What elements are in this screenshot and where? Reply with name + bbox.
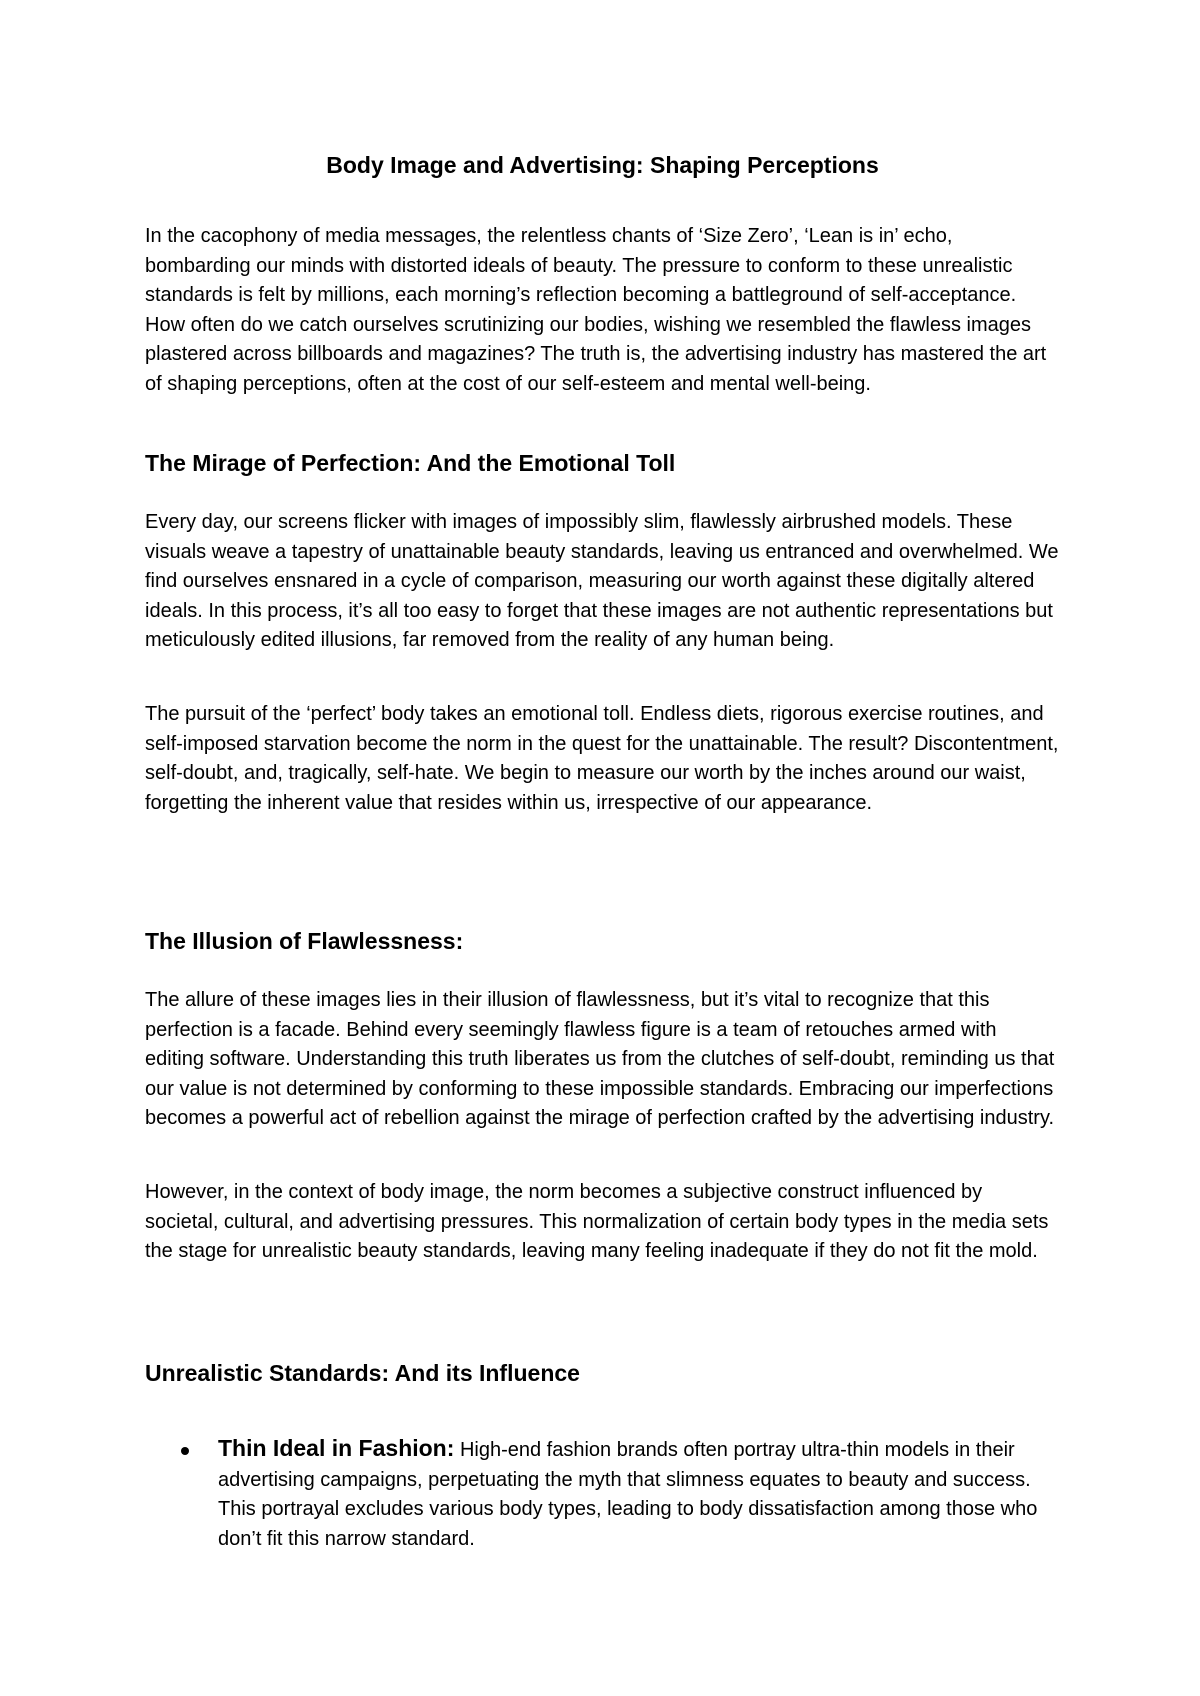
intro-paragraph: In the cacophony of media messages, the relentless chants of ‘Size Zero’, ‘Lean is in’ echo, bombarding our minds with distorted ideals of beauty. The pressure to conform to these unrealistic standards is felt by millions, each morning’s reflection becoming a battleground of self-acceptance. How often do we catch ourselves scrutinizing our bodies, wishing we resembled the flawless images plastered across billboards and magazines? The truth is, the advertising industry has mastered the art of shaping perceptions, often at the cost of our self-esteem and mental well-being. [145, 225, 1047, 395]
bullet-text: High-end fashion brands often portray ultra-thin models in their advertising campaigns, perpetuating the myth that slimness equates to beauty and success. This portrayal excludes various body types, leading to body dissatisfaction among those who don’t fit this narrow standard. [218, 1439, 1038, 1550]
bullet-icon [181, 1447, 189, 1455]
illusion-paragraph-1: The allure of these images lies in their illusion of flawlessness, but it’s vital to recognize that this perfection is a facade. Behind every seemingly flawless figure is a team of retouches armed with editing software. Understanding this truth liberates us from the clutches of self-doubt, reminding us that our value is not determined by conforming to these impossible standards. Embracing our imperfections becomes a powerful act of rebellion against the mirage of perfection crafted by the advertising industry. [145, 989, 1055, 1130]
list-item [145, 1434, 1060, 1554]
mirage-paragraph-2: The pursuit of the ‘perfect’ body takes an emotional toll. Endless diets, rigorous exercise routines, and self-imposed starvation become the norm in the quest for the unattainable. The result? Discontentment, self-doubt, and, tragically, self-hate. We begin to measure our worth by the inches around our waist, forgetting the inherent value that resides within us, irrespective of our appearance. [145, 703, 1059, 814]
bullet-term: Thin Ideal in Fashion: [218, 1435, 455, 1461]
document-title: Body Image and Advertising: Shaping Perceptions [326, 152, 879, 178]
illusion-paragraph-2: However, in the context of body image, the norm becomes a subjective construct influenced by societal, cultural, and advertising pressures. This normalization of certain body types in the media sets the stage for unrealistic beauty standards, leaving many feeling inadequate if they do not fit the mold. [145, 1181, 1049, 1263]
mirage-paragraph-1: Every day, our screens flicker with images of impossibly slim, flawlessly airbrushed models. These visuals weave a tapestry of unattainable beauty standards, leaving us entranced and overwhelmed. We find ourselves ensnared in a cycle of comparison, measuring our worth against these digitally altered ideals. In this process, it’s all too easy to forget that these images are not authentic representations but meticulously edited illusions, far removed from the reality of any human being. [145, 511, 1059, 652]
standards-bullet-list [145, 1434, 1060, 1554]
section-heading-mirage: The Mirage of Perfection: And the Emotional Toll [145, 450, 676, 476]
section-heading-illusion: The Illusion of Flawlessness: [145, 928, 464, 954]
section-heading-unrealistic: Unrealistic Standards: And its Influence [145, 1360, 580, 1386]
